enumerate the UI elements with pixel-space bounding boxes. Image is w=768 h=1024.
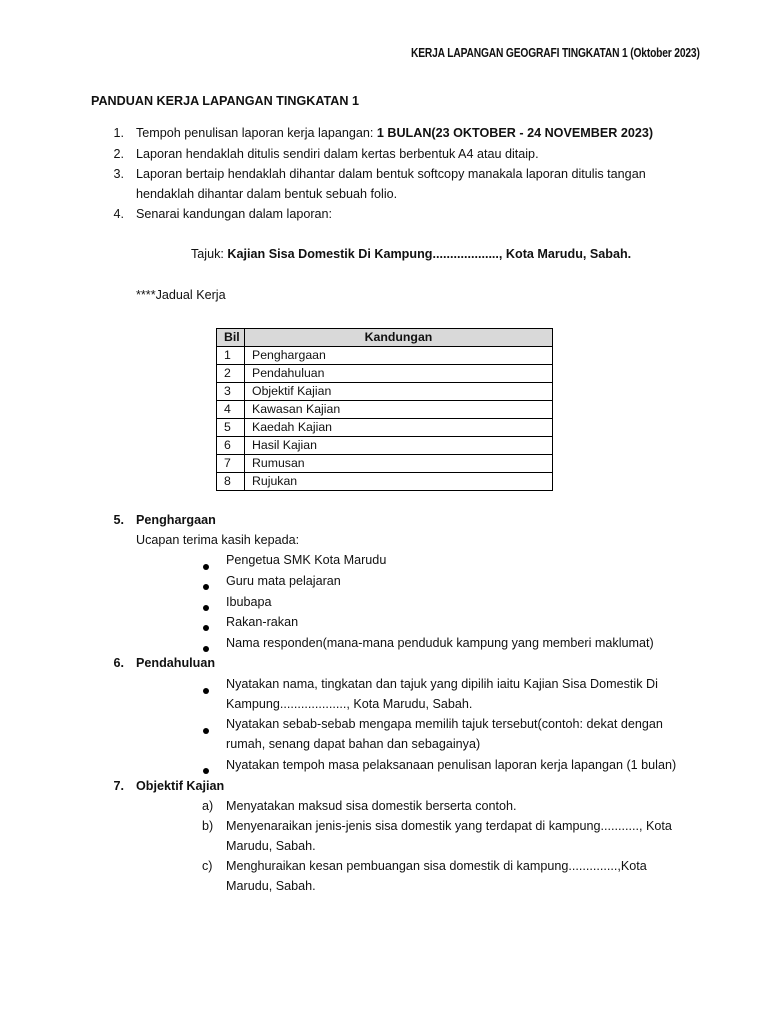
table-row xyxy=(217,347,553,365)
bullet-icon xyxy=(203,721,209,739)
table-cell-kandungan: Objektif Kajian xyxy=(245,383,553,401)
section-6-bullet-line2: rumah, senang dapat bahan dan sebagainya) xyxy=(226,737,481,751)
bullet-icon xyxy=(203,681,209,699)
section-5-bullet: Nama responden(mana-mana penduduk kampung yang memberi maklumat) xyxy=(226,636,654,650)
section-6-bullet-line2: Kampung..................., Kota Marudu, Sabah. xyxy=(226,697,473,711)
tajuk-line: Tajuk: Kajian Sisa Domestik Di Kampung..................., Kota Marudu, Sabah. xyxy=(191,247,632,261)
section-5-intro: Ucapan terima kasih kepada: xyxy=(136,533,300,547)
table-cell-kandungan: Hasil Kajian xyxy=(245,437,553,455)
objective-label: c) xyxy=(202,859,213,873)
section-5-heading: Penghargaan xyxy=(136,513,216,527)
document-title: PANDUAN KERJA LAPANGAN TINGKATAN 1 xyxy=(91,94,359,108)
table-cell-bil: 3 xyxy=(217,383,245,401)
table-row xyxy=(217,437,553,455)
table-cell-bil: 4 xyxy=(217,401,245,419)
table-cell-bil: 6 xyxy=(217,437,245,455)
section-5-bullet: Ibubapa xyxy=(226,595,272,609)
section-6-bullet-line1: Nyatakan nama, tingkatan dan tajuk yang dipilih iaitu Kajian Sisa Domestik Di xyxy=(226,677,658,691)
section-6-heading: Pendahuluan xyxy=(136,656,216,670)
jadual-kerja-label: ****Jadual Kerja xyxy=(136,288,226,302)
table-cell-kandungan: Pendahuluan xyxy=(245,365,553,383)
table-cell-kandungan: Rumusan xyxy=(245,455,553,473)
table-cell-kandungan: Kawasan Kajian xyxy=(245,401,553,419)
table-cell-bil: 7 xyxy=(217,455,245,473)
bullet-icon xyxy=(203,598,209,616)
item-4-number: 4. xyxy=(113,207,124,221)
section-5-bullet: Rakan-rakan xyxy=(226,615,299,629)
section-7-heading: Objektif Kajian xyxy=(136,779,225,793)
bullet-icon xyxy=(203,577,209,595)
table-header-bil: Bil xyxy=(217,329,245,347)
objective-line1: Menghuraikan kesan pembuangan sisa domestik di kampung..............,Kota xyxy=(226,859,647,873)
objective-label: b) xyxy=(202,819,214,833)
table-row xyxy=(217,473,553,491)
section-5-number: 5. xyxy=(113,513,124,527)
table-cell-bil: 1 xyxy=(217,347,245,365)
objective-label: a) xyxy=(202,799,214,813)
section-7-number: 7. xyxy=(113,779,124,793)
objective-line1: Menyenaraikan jenis-jenis sisa domestik yang terdapat di kampung..........., Kota xyxy=(226,819,672,833)
item-3-number: 3. xyxy=(113,167,124,181)
section-6-number: 6. xyxy=(113,656,124,670)
section-6-bullet-line1: Nyatakan sebab-sebab mengapa memilih tajuk tersebut(contoh: dekat dengan xyxy=(226,717,663,731)
table-header-kandungan: Kandungan xyxy=(245,329,553,347)
table-row xyxy=(217,365,553,383)
section-5-bullet: Pengetua SMK Kota Marudu xyxy=(226,553,387,567)
objective-line2: Marudu, Sabah. xyxy=(226,879,316,893)
item-1-number: 1. xyxy=(113,126,124,140)
table-cell-bil: 5 xyxy=(217,419,245,437)
content-table xyxy=(216,328,553,491)
bullet-icon xyxy=(203,557,209,575)
item-2-number: 2. xyxy=(113,147,124,161)
item-4-text: Senarai kandungan dalam laporan: xyxy=(136,207,333,221)
document-header: KERJA LAPANGAN GEOGRAFI TINGKATAN 1 (Oktober 2023) xyxy=(411,46,700,60)
item-3-line1: Laporan bertaip hendaklah dihantar dalam bentuk softcopy manakala laporan ditulis tangan xyxy=(136,167,646,181)
objective-line1: Menyatakan maksud sisa domestik berserta contoh. xyxy=(226,799,517,813)
item-1-text: Tempoh penulisan laporan kerja lapangan: 1 BULAN(23 OKTOBER - 24 NOVEMBER 2023) xyxy=(136,126,654,140)
table-cell-bil: 2 xyxy=(217,365,245,383)
bullet-icon xyxy=(203,618,209,636)
section-6-bullet-line1: Nyatakan tempoh masa pelaksanaan penulisan laporan kerja lapangan (1 bulan) xyxy=(226,758,677,772)
table-cell-bil: 8 xyxy=(217,473,245,491)
item-3-line2: hendaklah dihantar dalam bentuk sebuah folio. xyxy=(136,187,398,201)
table-row xyxy=(217,383,553,401)
table-row xyxy=(217,401,553,419)
table-row xyxy=(217,455,553,473)
table-cell-kandungan: Rujukan xyxy=(245,473,553,491)
section-5-bullet: Guru mata pelajaran xyxy=(226,574,341,588)
table-header-row xyxy=(217,329,553,347)
table-row xyxy=(217,419,553,437)
table-cell-kandungan: Kaedah Kajian xyxy=(245,419,553,437)
table-cell-kandungan: Penghargaan xyxy=(245,347,553,365)
item-2-text: Laporan hendaklah ditulis sendiri dalam kertas berbentuk A4 atau ditaip. xyxy=(136,147,539,161)
objective-line2: Marudu, Sabah. xyxy=(226,839,316,853)
